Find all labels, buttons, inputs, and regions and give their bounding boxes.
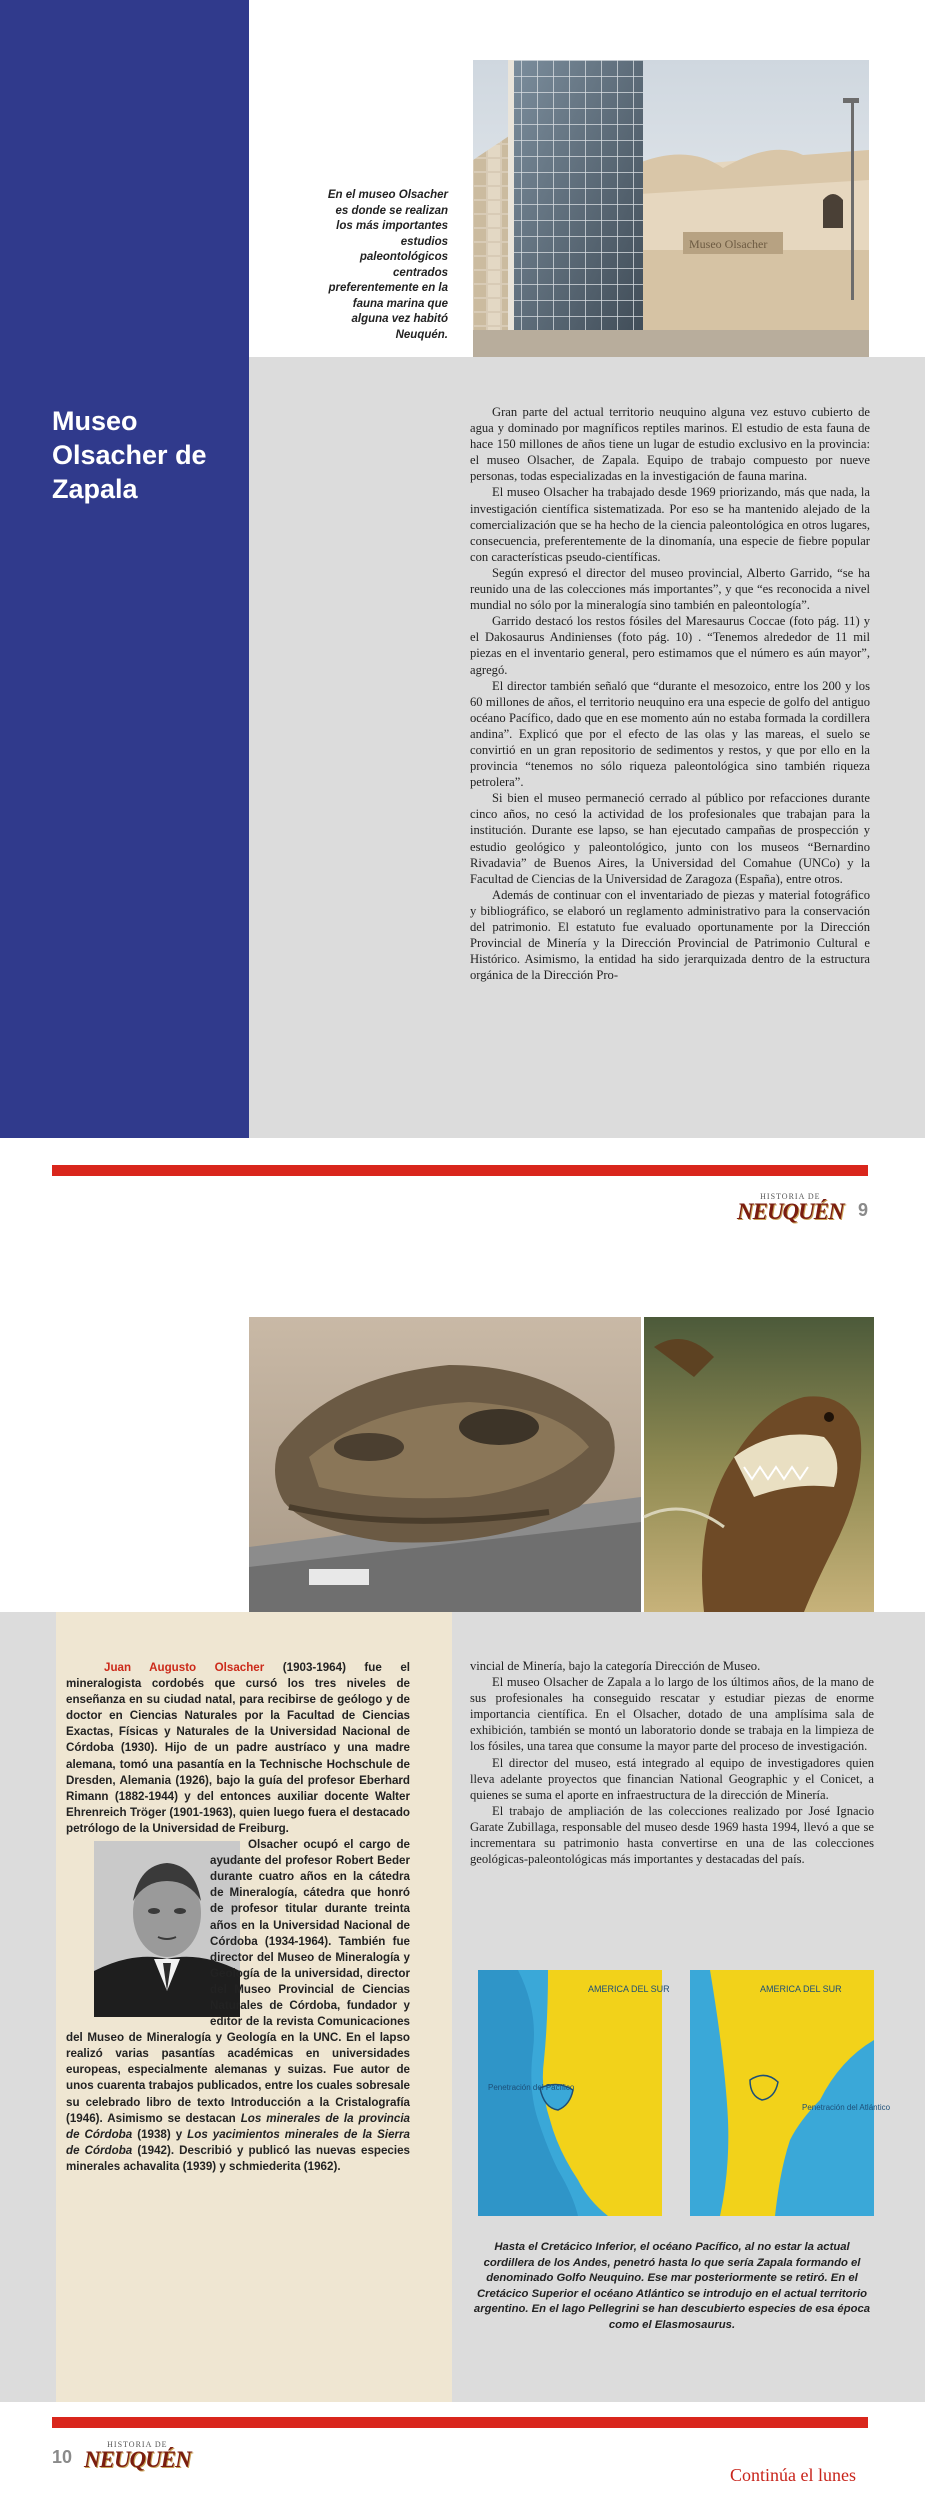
- biography-text: Juan Augusto Olsacher (1903-1964) fue el mineralogista cordobés que cursó los tres niveles de enseñanza en su ciudad natal, para recibirse de geólogo y de doctor en Ciencias Naturales por la Facultad de Ciencias Exactas, Físicas y Naturales de la Universidad Nacional de Córdoba (1930). Hijo de un padre austríaco y una madre alemana, tomó una pasantía en la Technische Hochschule de Dresden, Alemania (1926), bajo la guía del profesor Eberhard Rimann (1882-1944) y del entonces auxiliar docente Walter Ehrenreich Tröger (1901-1963), quien luego fuera el destacado petrólogo de la Universidad de Freiburg. Olsacher ocupó el cargo de ayudante del profesor Robert Beder durante cuatro años en la cátedra de Mineralogía, cátedra que honró de profesor titular durante treinta años en la Universidad Nacional de Córdoba (1934-1964). También fue director del Museo de Mineralogía y Geología de la universidad, director del Museo Provincial de Ciencias Naturales de Córdoba, fundador y editor de la revista Comunicaciones del Museo de Mineralogía y Geología en la UNC. En el lapso realizó varias pasantías académicas en universidades europeas, especialmente alemanas y suizas. Fue autor de unos cuarenta trabajos publicados, entre los cuales sobresale su celebrado libro de texto Introducción a la Cristalografía (1946). Asimismo se destacan Los minerales de la provincia de Córdoba (1938) y Los yacimientos minerales de la Sierra de Córdoba (1942). Describió y publicó las nuevas especies minerales achavalita (1939) y schmiederita (1962).: [66, 1660, 410, 2175]
- paragraph: Según expresó el director del museo provincial, Alberto Garrido, “se ha reunido una de las colecciones más importantes”, y que “es reconocida a nivel mundial no sólo por la mineralogía sino también en paleontología”.: [470, 565, 870, 613]
- paragraph: El director también señaló que “durante el mesozoico, entre los 200 y los 60 millones de años, el territorio neuquino era una especie de golfo del antiguo océano Pacífico, dado que en ese momento aún no estaba formada la cordillera andina”. Explicó que por el efecto de las olas y las mareas, el suelo se convirtió en un gran repositorio de sedimentos y restos, y que por ello en la provincia “tenemos no sólo riqueza paleontológica sino también riqueza petrolera”.: [470, 678, 870, 790]
- red-divider: [52, 1165, 868, 1176]
- blue-sidebar: [0, 0, 249, 1138]
- historia-neuquen-logo: HISTORIA DE NEUQUÉN: [737, 1192, 844, 1224]
- article-title: Museo Olsacher de Zapala: [52, 406, 207, 504]
- map-label: Penetración del Atlántico: [802, 2103, 891, 2112]
- map-title: AMERICA DEL SUR: [760, 1984, 842, 1994]
- map-pacific-penetration: [478, 1970, 670, 2216]
- map-atlantic-penetration: [690, 1970, 891, 2216]
- paragraph: Además de continuar con el inventariado de piezas y material fotográfico y bibliográfico, se elaboró un reglamento administrativo para la conservación del patrimonio. El estatuto fue evaluado oportunamente por la Dirección Provincial de Minería y la Dirección Provincial de Patrimonio Cultural e Histórico. Asimismo, la entidad ha sido jerarquizada dentro de la estructura orgánica de la Dirección Pro-: [470, 887, 870, 983]
- paragraph: El trabajo de ampliación de las colecciones realizado por José Ignacio Garate Zubillaga, responsable del museo desde 1969 hasta 1994, llevó a que se incrementara su patrimonio hasta convertirse en una de las colecciones geológicas-paleontológicas más importantes y destacadas del país.: [470, 1803, 874, 1867]
- map-caption: Hasta el Cretácico Inferior, el océano Pacífico, al no estar la actual cordillera de los Andes, penetró hasta lo que sería Zapala formando el denominado Golfo Neuquino. Ese mar posteriormente se retiró. En el Cretácico Superior el océano Atlántico se introdujo en el actual territorio argentino. En el lago Pellegrini se han descubierto especies de esa época como el Elasmosaurus.: [473, 2241, 871, 2331]
- paragraph: El museo Olsacher ha trabajado desde 1969 priorizando, más que nada, la investigación científica sistematizada. Por eso se ha mantenido alejado de la comercialización que se ha hecho de la ciencia paleontológica en otros lugares, consecuencia, preferentemente de la dinomanía, una especie de fiebre popular con características pseudo-científicas.: [470, 485, 870, 564]
- map-label: Penetración del Pacífico: [488, 2083, 575, 2092]
- museum-photo: [473, 60, 869, 357]
- page-number: 9: [858, 1200, 869, 1220]
- olsacher-portrait: [56, 1841, 202, 2017]
- paragraph: Gran parte del actual territorio neuquino alguna vez estuvo cubierto de agua y dominado por magníficos reptiles marinos. El estudio de esta fauna de hace 150 millones de años tiene un lugar de estudio exclusivo en la provincia: el museo Olsacher, de Zapala. Equipo de trabajo compuesto por nueve personas, todas especializadas en la investigación de fauna marina.: [470, 405, 870, 484]
- red-divider: [52, 2417, 868, 2428]
- fossil-skull-photo: [249, 1317, 641, 1612]
- museum-sign-text: Museo Olsacher: [689, 237, 768, 251]
- historia-neuquen-logo: HISTORIA DE NEUQUÉN: [84, 2440, 191, 2472]
- paragraph: El museo Olsacher de Zapala a lo largo de los últimos años, de la mano de sus profesionales ha conseguido rescatar y estudiar piezas de enorme importancia científica. En el Olsacher, dotado de una amplísima sala de exhibición, también se montó un laboratorio donde se trabaja en la limpieza de los fósiles, una tarea que consume la mayor parte del proceso de investigación.: [470, 1675, 874, 1754]
- paragraph: Garrido destacó los restos fósiles del Maresaurus Coccae (foto pág. 11) y el Dakosaurus Andinienses (foto pág. 10) . “Tenemos alrededor de 11 mil piezas en el inventario general, pero estimamos que el número es aún mayor”, agregó.: [470, 614, 870, 677]
- map-title: AMERICA DEL SUR: [588, 1984, 670, 1994]
- article-body-page10: [470, 1658, 874, 1867]
- biography-name: Juan Augusto Olsacher: [104, 1661, 265, 1674]
- page-10: [0, 1240, 925, 2508]
- page-9: [0, 0, 925, 1240]
- paragraph: El director del museo, está integrado al equipo de investigadores quien lleva adelante proyectos que financian National Geographic y el Conicet, a quienes se suma el aporte en infraestructura de la dirección de Minería.: [470, 1755, 874, 1802]
- article-body-page9: [470, 404, 870, 983]
- museum-photo-caption: En el museo Olsacher es donde se realizan los más importantes estudios paleontológicos centrados preferentemente en la fauna marina que alguna vez habitó Neuquén.: [327, 189, 448, 341]
- marine-reptile-illustration: [644, 1317, 874, 1612]
- paragraph: vincial de Minería, bajo la categoría Dirección de Museo.: [470, 1659, 761, 1673]
- paragraph: Si bien el museo permaneció cerrado al público por refacciones durante cinco años, no cesó la actividad de los profesionales que trabajan para la institución. Durante ese lapso, se han ejecutado campañas de prospección y estudio geológico y paleontológico, junto con los museos “Bernardino Rivadavia” de Buenos Aires, la Universidad del Comahue (UNCo) y la Facultad de Ciencias de la Universidad de Zaragoza (España), entre otros.: [470, 791, 870, 886]
- page-number: 10: [52, 2447, 73, 2467]
- continues-monday-note: Continúa el lunes: [730, 2465, 856, 2485]
